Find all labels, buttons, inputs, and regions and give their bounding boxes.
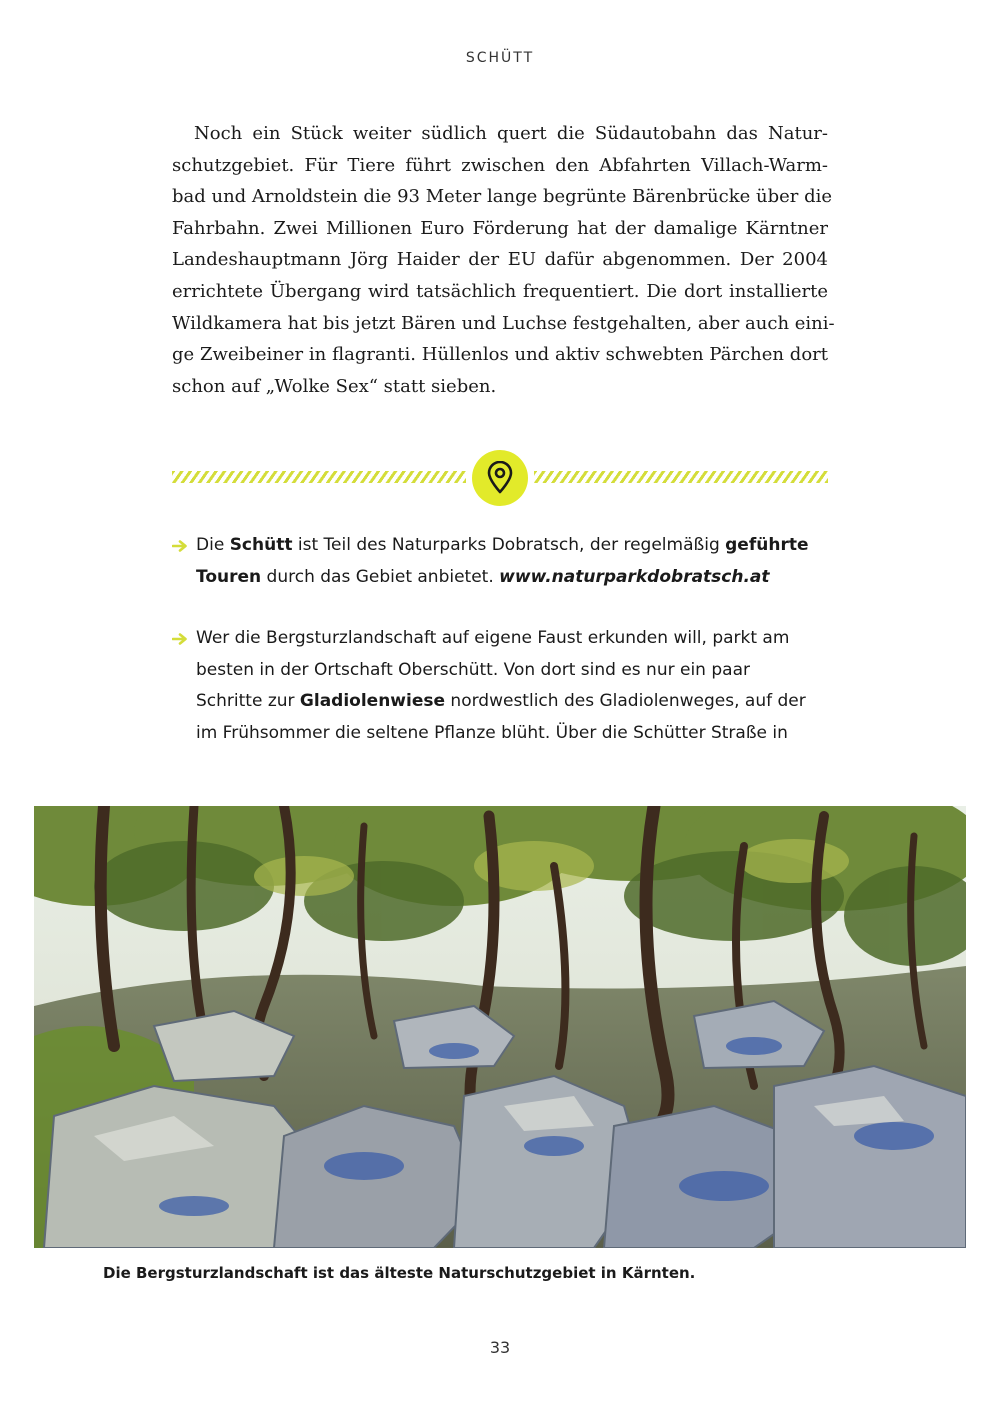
running-head: SCHÜTT: [465, 50, 535, 66]
arrow-right-icon: [172, 633, 188, 645]
tip-highlight: Touren: [196, 566, 262, 587]
photo-illustration: [34, 806, 966, 1248]
text-line: schutzgebiet. Für Tiere führt zwischen den Abfahrten Villach-Warm-: [172, 154, 828, 176]
text-line: schon auf „Wolke Sex“ statt sieben.: [172, 375, 497, 397]
tip-text: durch das Gebiet anbietet.: [261, 566, 500, 587]
text-line: ge Zweibeiner in flagranti. Hüllenlos und aktiv schwebten Pärchen dort: [172, 344, 828, 366]
page-number: 33: [489, 1338, 511, 1357]
tip-line: [196, 562, 842, 594]
tip-line: Wer die Bergsturzlandschaft auf eigene Faust erkunden will, parkt am: [196, 628, 790, 648]
tip-line: im Frühsommer die seltene Pflanze blüht. Über die Schütter Straße in: [196, 722, 788, 743]
text-line: Landeshauptmann Jörg Haider der EU dafür abgenommen. Der 2004: [172, 249, 828, 271]
hatch-rule-left: [172, 471, 466, 483]
text-line: bad und Arnoldstein die 93 Meter lange begrünte Bärenbrücke über die: [172, 186, 832, 208]
photo-caption: Die Bergsturzlandschaft ist das älteste Naturschutzgebiet in Kärnten.: [103, 1264, 696, 1282]
tip-item: [172, 530, 842, 593]
tip-highlight: Schütt: [229, 535, 293, 555]
tip-text: Schritte zur: [196, 691, 300, 711]
tip-highlight: Gladiolenwiese: [299, 691, 446, 711]
text-line: Wildkamera hat bis jetzt Bären und Luchse festgehalten, aber auch eini-: [172, 312, 835, 334]
tips-list: [172, 530, 842, 749]
text-line: errichtete Übergang wird tatsächlich frequentiert. Die dort installierte: [172, 280, 828, 302]
tip-text: nordwestlich des Gladiolenweges, auf der: [445, 691, 806, 711]
body-paragraph: [172, 118, 835, 402]
map-pin-badge: [472, 450, 528, 506]
tip-item: [172, 623, 842, 749]
section-divider: [172, 450, 828, 506]
tip-line: [196, 686, 842, 718]
text-line: Fahrbahn. Zwei Millionen Euro Förderung hat der damalige Kärntner: [172, 217, 828, 239]
hatch-rule-right: [534, 471, 828, 483]
tip-text: Die: [196, 535, 230, 555]
website-link[interactable]: www.naturparkdobratsch.at: [499, 566, 770, 587]
tip-text: ist Teil des Naturparks Dobratsch, der regelmäßig: [292, 535, 726, 555]
forest-rock-photo: [34, 806, 966, 1248]
tip-line: [196, 530, 842, 562]
map-pin-icon: [485, 461, 515, 495]
arrow-right-icon: [172, 540, 188, 552]
tip-line: besten in der Ortschaft Oberschütt. Von dort sind es nur ein paar: [196, 659, 750, 680]
text-line: Noch ein Stück weiter südlich quert die Südautobahn das Natur-: [194, 123, 828, 144]
tip-highlight: geführte: [725, 535, 809, 555]
